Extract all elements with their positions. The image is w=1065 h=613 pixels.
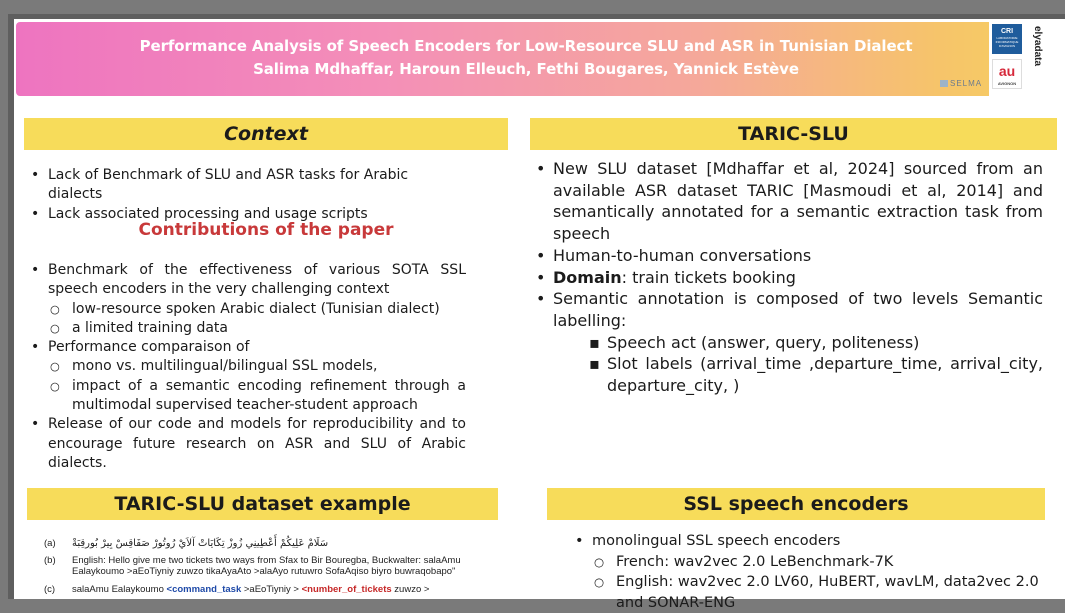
contributions-list xyxy=(26,261,466,473)
dataset-example-figure xyxy=(44,532,504,602)
contribution-subitem: ○ mono vs. multilingual/bilingual SSL models, xyxy=(48,357,466,376)
poster-title: Performance Analysis of Speech Encoders for Low-Resource SLU and ASR in Tunisian Dialect xyxy=(139,37,913,55)
taric-slu-heading: TARIC-SLU xyxy=(530,118,1057,150)
example-label: (a) xyxy=(44,538,56,549)
contribution-item xyxy=(26,338,466,415)
selma-logo-text: SELMA xyxy=(950,79,983,88)
contribution-subitem: ○ a limited training data xyxy=(48,319,466,338)
contribution-item xyxy=(26,261,466,338)
poster-authors: Salima Mdhaffar, Haroun Elleuch, Fethi Bougares, Yannick Estève xyxy=(253,60,799,78)
annotation-tag: <command_task xyxy=(166,584,242,595)
contributions-heading: Contributions of the paper xyxy=(138,220,394,240)
ssl-subitem: ○ English: wav2vec 2.0 LV60, HuBERT, wavLM, data2vec 2.0 and SONAR-ENG xyxy=(592,572,1040,613)
taric-slu-list xyxy=(531,158,1043,397)
avignon-logo-text: au xyxy=(998,63,1016,79)
context-heading: Context xyxy=(24,118,508,150)
taric-item: • New SLU dataset [Mdhaffar et al, 2024] sourced from an available ASR dataset TARIC [Masmoudi et al, 2014] and semantically annotated for a semantic extraction task from speech xyxy=(531,158,1043,245)
context-list xyxy=(26,166,466,224)
example-label: (b) xyxy=(44,555,56,566)
contribution-item: • Release of our code and models for reproducibility and to encourage future research on ASR and SLU of Arabic dialects. xyxy=(26,415,466,473)
taric-item-text: Semantic annotation is composed of two levels Semantic labelling: xyxy=(553,289,1043,330)
ssl-encoders-heading: SSL speech encoders xyxy=(547,488,1045,520)
context-item: • Lack associated processing and usage scripts xyxy=(26,205,466,224)
logos-panel xyxy=(989,22,1065,96)
contribution-subitem: ○ impact of a semantic encoding refinement through a multimodal supervised teacher-student approach xyxy=(48,377,466,416)
ssl-encoders-list xyxy=(570,531,1040,613)
example-translation-text: English: Hello give me two tickets two ways from Sfax to Bir Bouregba, Buckwalter: salaAmu Ealaykoumo >aEoTiyniy zuwzo tikaAyaAto >alaAyo rutuwro SofaAqiso biyro buwraqobapo" xyxy=(72,555,461,577)
avignon-logo-subtext: AVIGNON xyxy=(997,81,1017,86)
ssl-item-text: monolingual SSL speech encoders xyxy=(592,533,841,549)
context-item: • Lack of Benchmark of SLU and ASR tasks for Arabic dialects xyxy=(26,166,466,205)
annotation-text: >aEoTiyniy > xyxy=(241,584,302,595)
selma-icon xyxy=(940,80,948,87)
domain-value: : train tickets booking xyxy=(621,267,796,287)
contribution-text: Performance comparaison of xyxy=(48,339,250,356)
contribution-text: Benchmark of the effectiveness of various SOTA SSL speech encoders in the very challenging context xyxy=(48,262,466,298)
annotation-text: salaAmu Ealaykoumo xyxy=(72,584,167,595)
poster-slide xyxy=(14,19,1065,611)
dataset-example-heading: TARIC-SLU dataset example xyxy=(27,488,498,520)
taric-item xyxy=(531,267,1043,289)
example-annotation-text xyxy=(72,584,492,595)
annotation-tag: <number_of_tickets xyxy=(301,584,392,595)
avignon-logo xyxy=(992,59,1022,89)
taric-subitem: ▪ Slot labels (arrival_time ,departure_time, arrival_city, departure_city, ) xyxy=(585,353,1043,396)
annotation-text: zuwzo > xyxy=(391,584,430,595)
elyadata-logo: elyadata xyxy=(1032,26,1043,67)
cri-logo-text: CRI xyxy=(1000,28,1014,35)
example-label: (c) xyxy=(44,584,56,595)
domain-label: Domain xyxy=(553,267,622,287)
ssl-item xyxy=(570,531,1040,613)
taric-item xyxy=(531,288,1043,397)
cri-logo xyxy=(992,24,1022,54)
taric-item: • Human-to-human conversations xyxy=(531,245,1043,267)
contribution-subitem: ○ low-resource spoken Arabic dialect (Tunisian dialect) xyxy=(48,300,466,319)
selma-logo xyxy=(940,79,982,88)
poster-header xyxy=(16,22,1065,96)
cri-logo-subtext: LABORATOIRE INFORMATIQUE D'AVIGNON xyxy=(995,36,1019,48)
taric-subitem: ▪ Speech act (answer, query, politeness) xyxy=(585,332,1043,354)
ssl-subitem: ○ French: wav2vec 2.0 LeBenchmark-7K xyxy=(592,552,1040,573)
example-arabic-text: سَلَامْ عَلِيكُمْ أَعْطِينِي زُوزْ تِكَايَاتْ آلاَيْ رُوتُورْ صَفَاقِسْ بِيرْ بُورقِبَةْ xyxy=(72,538,329,549)
